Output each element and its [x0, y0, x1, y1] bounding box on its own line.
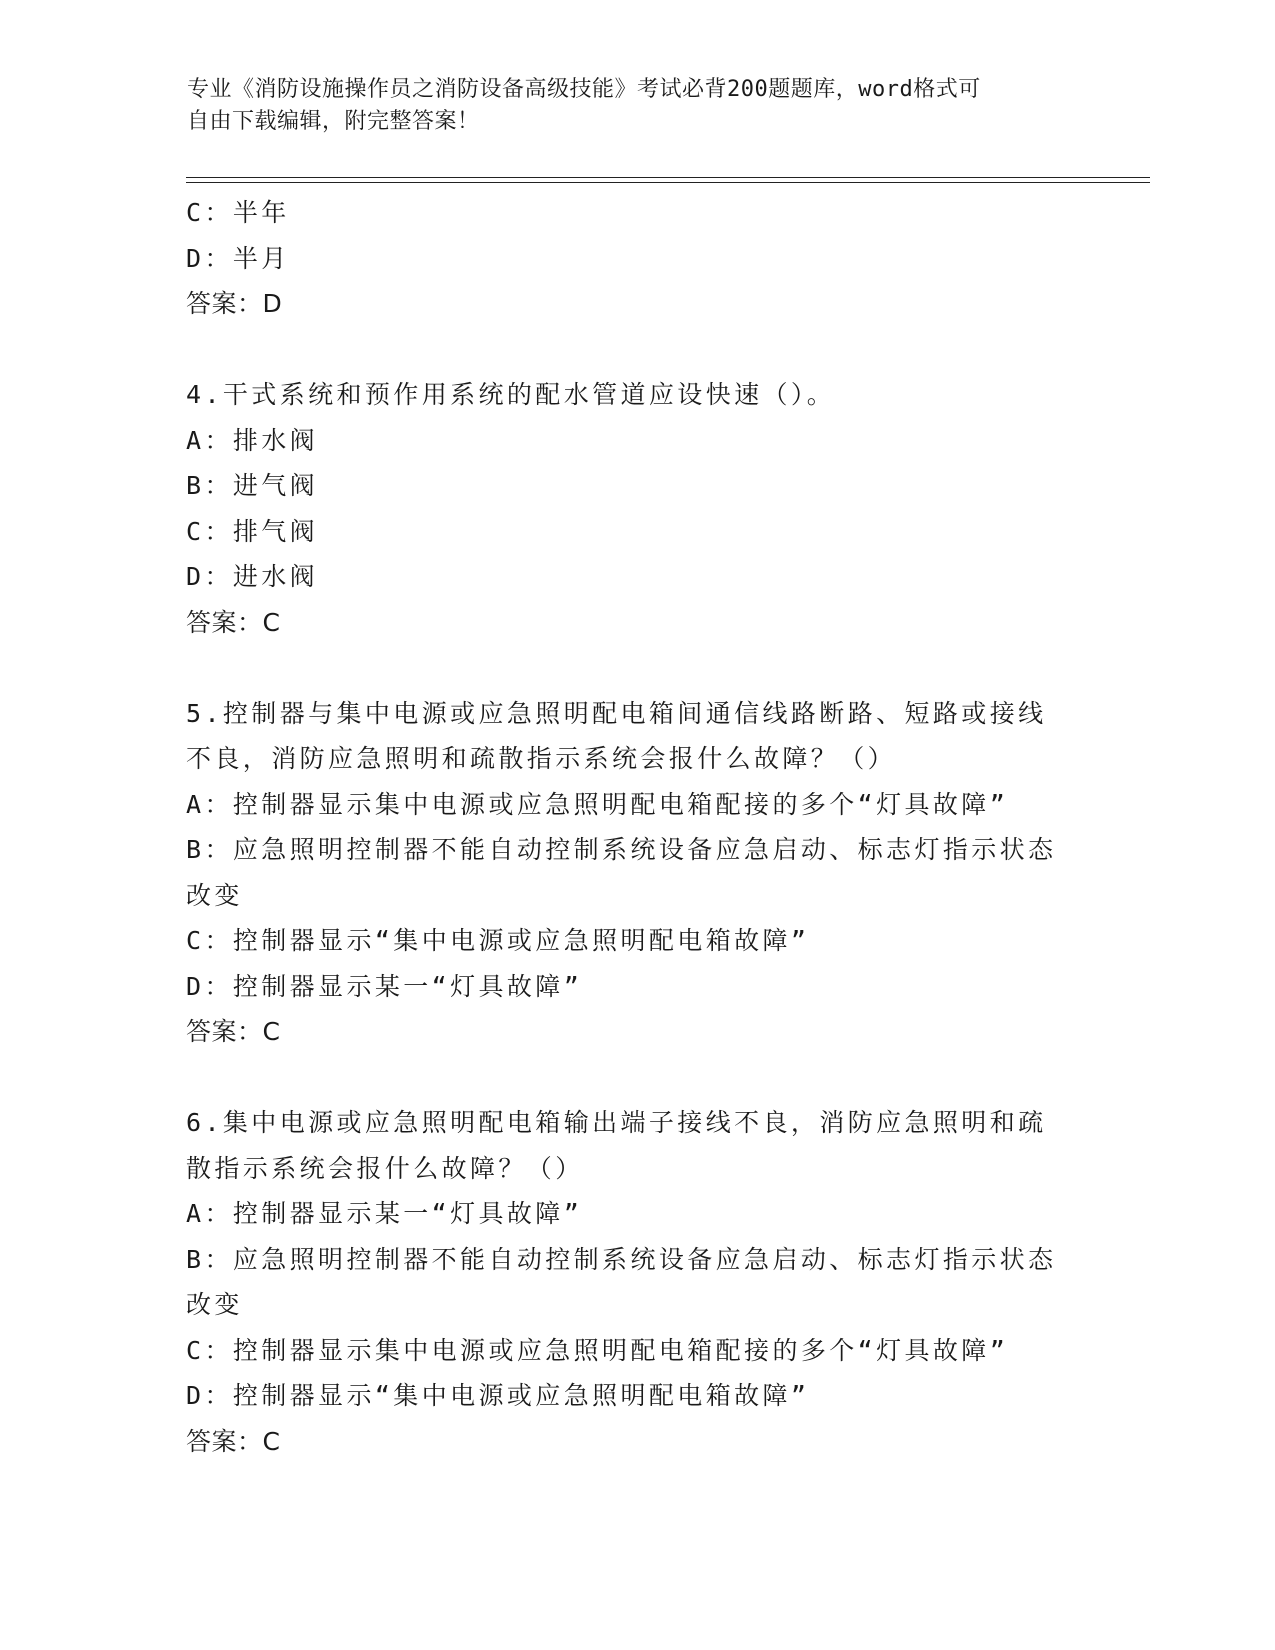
question-stem-continued: 散指示系统会报什么故障？（） [186, 1153, 584, 1183]
option-c: C：控制器显示集中电源或应急照明配电箱配接的多个“灯具故障” [186, 1335, 1009, 1365]
question-6 [186, 1100, 1086, 1464]
page-header [187, 74, 1067, 138]
header-line-1: 专业《消防设施操作员之消防设备高级技能》考试必背200题题库，word格式可 [187, 77, 981, 102]
question-stem: 5.控制器与集中电源或应急照明配电箱间通信线路断路、短路或接线 [186, 698, 1047, 728]
question-list [186, 190, 1086, 1464]
spacer [186, 645, 1086, 691]
answer-line: 答案：C [186, 607, 281, 637]
option-d: D：控制器显示“集中电源或应急照明配电箱故障” [186, 1381, 810, 1410]
option-b-continued: 改变 [186, 1290, 243, 1319]
answer-line: 答案：D [186, 289, 283, 318]
option-a: A：控制器显示集中电源或应急照明配电箱配接的多个“灯具故障” [186, 789, 1009, 819]
option-b: B：应急照明控制器不能自动控制系统设备应急启动、标志灯指示状态 [186, 1244, 1057, 1274]
option-a: A：排水阀 [186, 425, 319, 455]
option-b-continued: 改变 [186, 880, 243, 910]
option-d: D：控制器显示某一“灯具故障” [186, 971, 583, 1001]
question-stem-continued: 不良，消防应急照明和疏散指示系统会报什么故障？（） [186, 744, 897, 773]
option-d: D：半月 [186, 243, 290, 273]
option-c: C：控制器显示“集中电源或应急照明配电箱故障” [186, 926, 810, 955]
answer-line: 答案：C [186, 1017, 281, 1046]
question-5 [186, 691, 1086, 1055]
option-b: B：进气阀 [186, 471, 319, 500]
question-3-continued [186, 190, 1086, 327]
header-rule [186, 177, 1150, 183]
question-4 [186, 372, 1086, 645]
question-stem: 4.干式系统和预作用系统的配水管道应设快速（）。 [186, 380, 836, 409]
spacer [186, 327, 1086, 373]
option-a: A：控制器显示某一“灯具故障” [186, 1199, 583, 1228]
option-c: C：半年 [186, 198, 290, 227]
answer-line: 答案：C [186, 1426, 281, 1456]
spacer [186, 1055, 1086, 1101]
option-b: B：应急照明控制器不能自动控制系统设备应急启动、标志灯指示状态 [186, 835, 1057, 864]
option-c: C：排气阀 [186, 516, 319, 546]
question-stem: 6.集中电源或应急照明配电箱输出端子接线不良，消防应急照明和疏 [186, 1108, 1047, 1137]
option-d: D：进水阀 [186, 562, 319, 591]
header-line-2: 自由下载编辑，附完整答案！ [187, 109, 480, 134]
